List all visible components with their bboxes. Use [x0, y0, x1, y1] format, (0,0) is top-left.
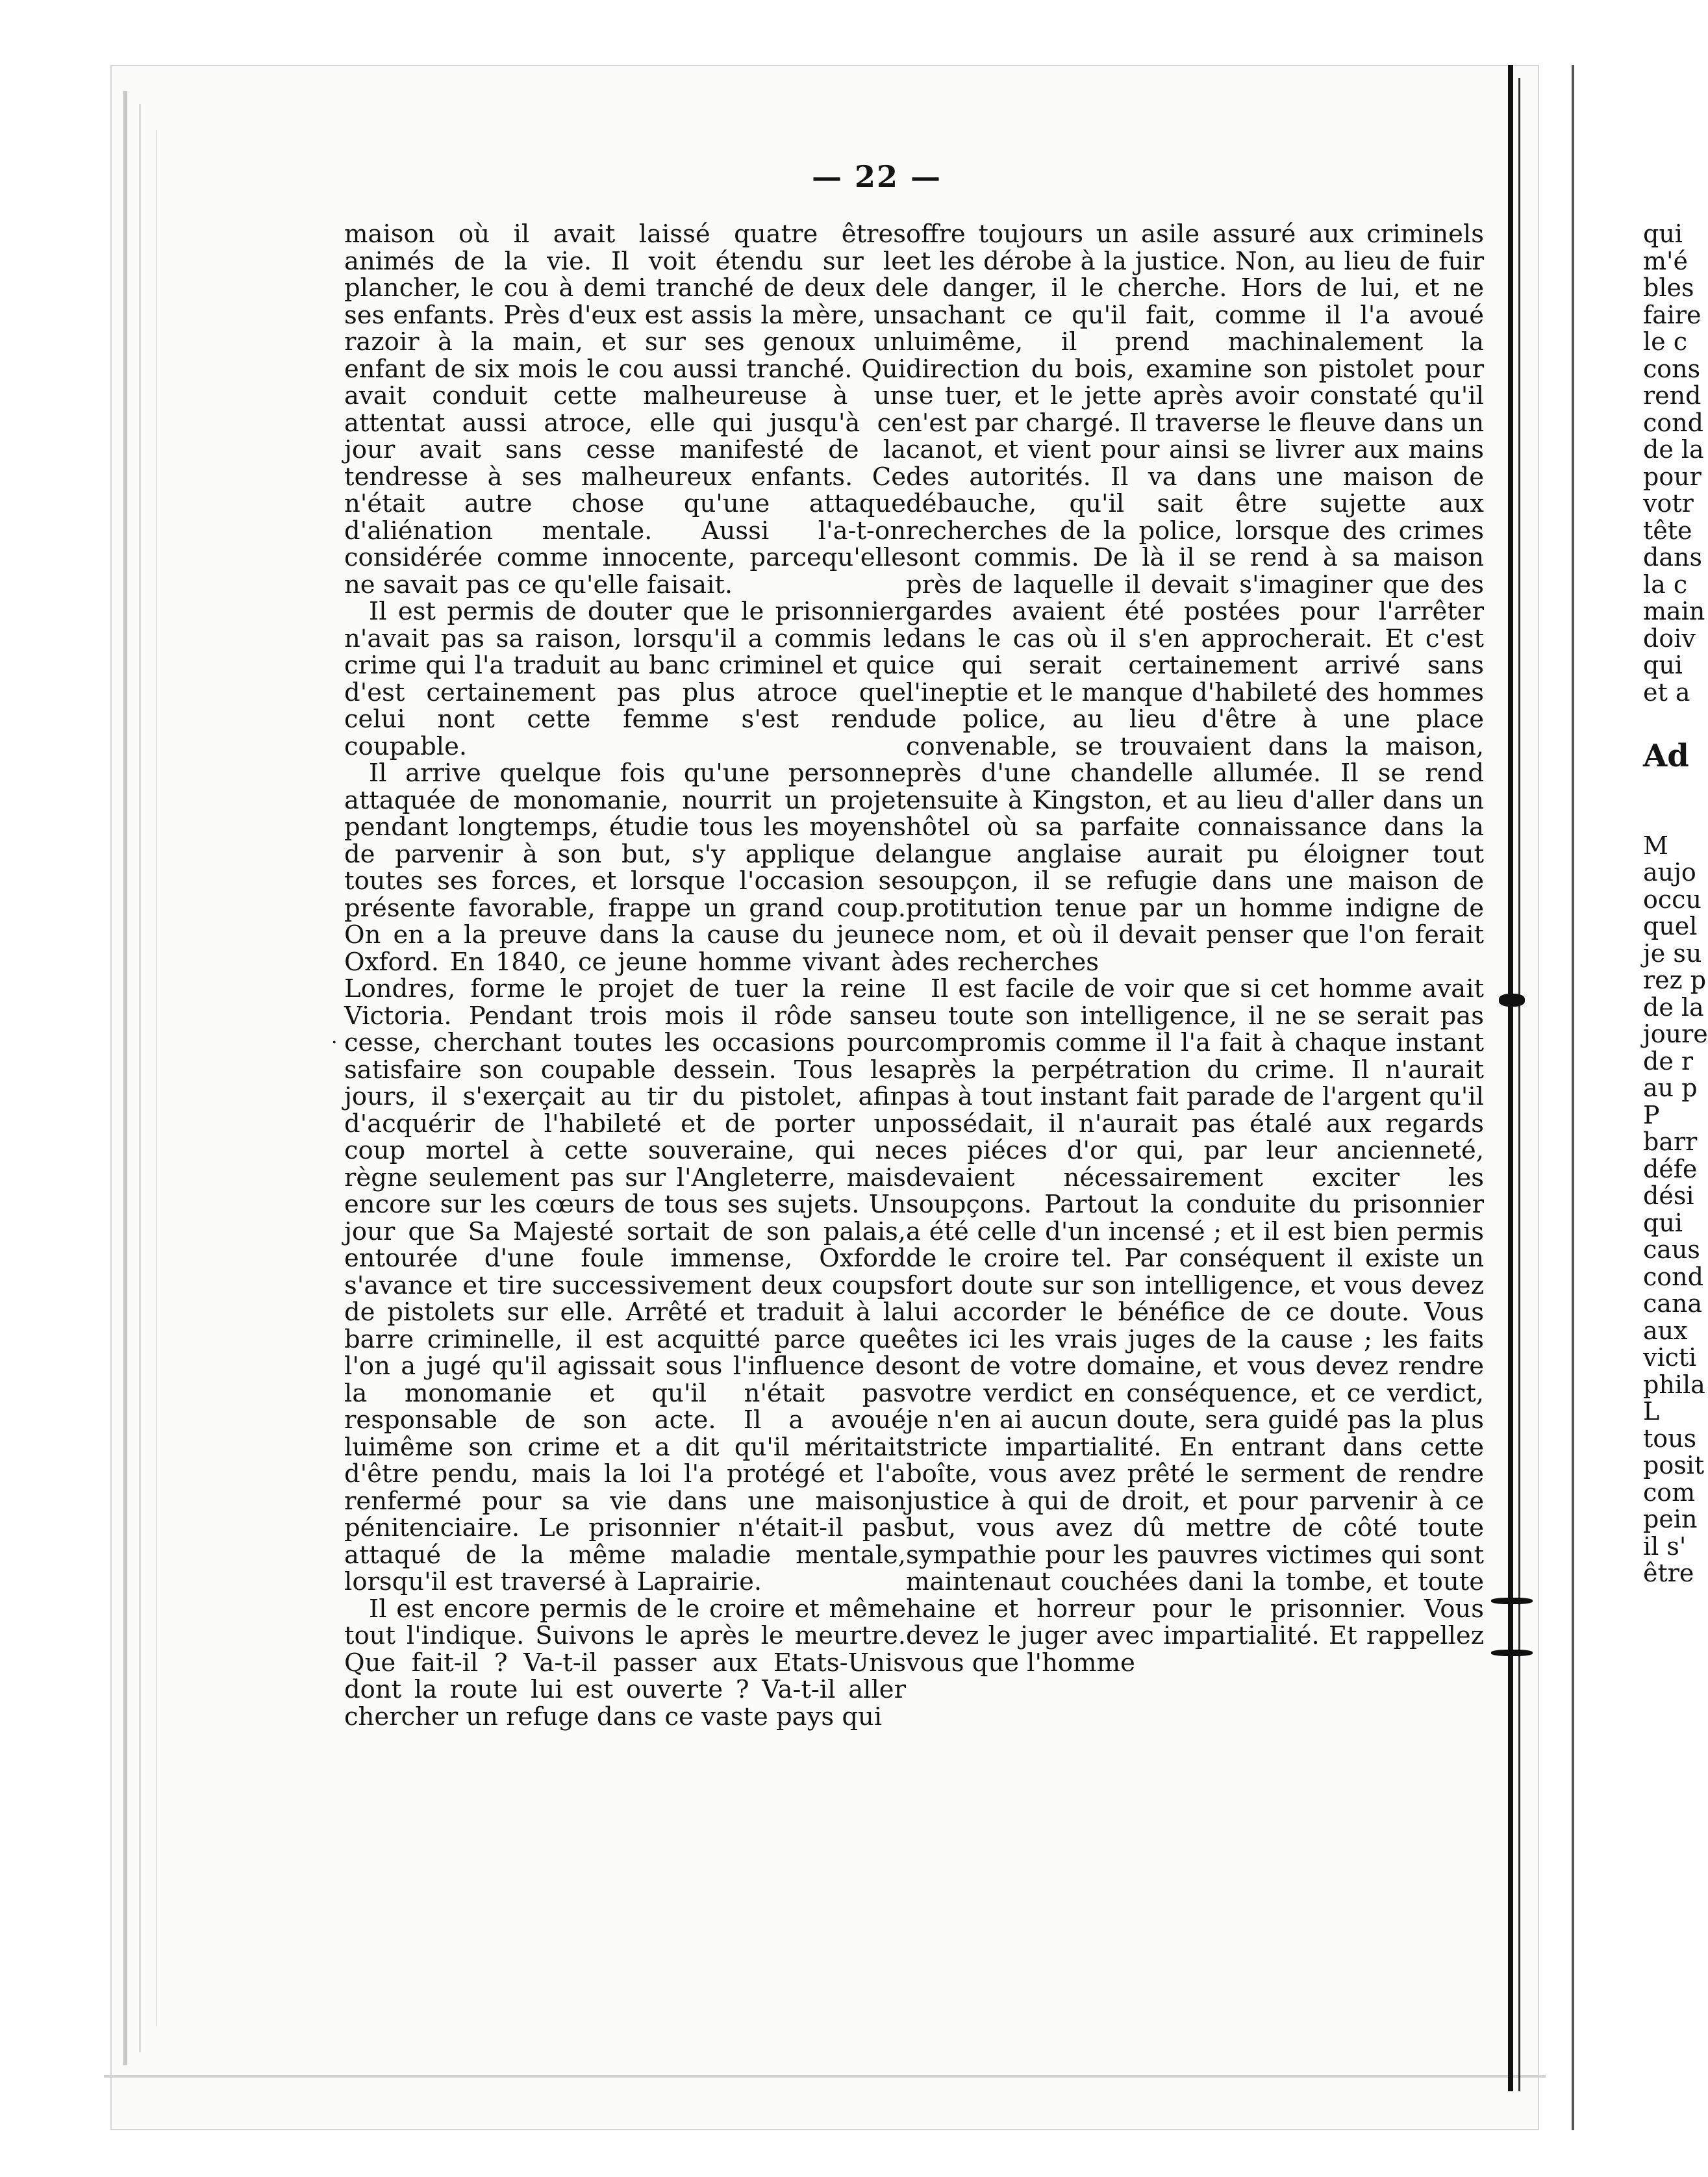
fragment-line: cond	[1643, 1262, 1703, 1291]
fragment-line: phila	[1643, 1370, 1705, 1399]
fragment-line: m'é	[1643, 246, 1688, 275]
fragment-line: P	[1643, 1100, 1660, 1129]
paragraph: Il est encore permis de le croire et même tout l'indique. Suivons le après le meurtre. Que fait-il ? Va-t-il passer aux Etats-Unis dont la route lui est ouverte ? Va-t-il aller chercher un refuge dans ce vaste pays qui	[344, 1594, 906, 1731]
fragment-line: posit	[1643, 1451, 1705, 1479]
fragment-line: tête	[1643, 516, 1692, 545]
fragment-line: et a	[1643, 677, 1690, 707]
fragment-line: je su	[1643, 938, 1702, 968]
next-page-fragment	[1643, 220, 1708, 1587]
fragment-line: cond	[1643, 408, 1703, 437]
fragment-line: com	[1643, 1478, 1696, 1507]
fragment-line: qui	[1643, 651, 1683, 679]
page-edge	[123, 91, 127, 2065]
left-column	[344, 221, 906, 1730]
fragment-line: pour	[1643, 462, 1702, 491]
binding-mark	[1491, 1650, 1533, 1656]
fragment-line: rez p	[1643, 966, 1707, 994]
page-number: — 22 —	[811, 159, 942, 194]
binding-mark	[1499, 994, 1525, 1007]
fragment-line: occu	[1643, 885, 1702, 914]
fragment-line: joure	[1643, 1020, 1708, 1048]
fragment-line: tous	[1643, 1424, 1697, 1453]
page-edge	[139, 104, 141, 2052]
fragment-line: rend	[1643, 381, 1702, 410]
paragraph: offre toujours un asile assuré aux criminels et les dérobe à la justice. Non, au lieu de fuir le danger, il le cherche. Hors de lui, et ne sachant ce qu'il fait, comme il l'a avoué luimême, il prend machinalement la direction du bois, examine son pistolet pour se tuer, et le jette après avoir constaté qu'il n'est par chargé. Il traverse le fleuve dans un canot, et vient pour ainsi se livrer aux mains des autorités. Il va dans une maison de débauche, qu'il sait être sujette aux recherches de la police, lorsque des crimes sont commis. De là il se rend à sa maison près de laquelle il devait s'imaginer que des gardes avaient été postées pour l'arrêter dans le cas où il s'en approcherait. Et c'est ce qui serait certainement arrivé sans l'ineptie et le manque d'habileté des hommes de police, au lieu d'être à une place convenable, se trouvaient dans la maison, près d'une chandelle allumée. Il se rend ensuite à Kingston, et au lieu d'aller dans un hôtel où sa parfaite connaissance dans la langue anglaise aurait pu éloigner tout soupçon, il se refugie dans une maison de protitution tenue par un homme indigne de ce nom, et où il devait penser que l'on ferait des recherches	[906, 220, 1484, 977]
paragraph: maison où il avait laissé quatre êtres animés de la vie. Il voit étendu sur le plancher, le cou à demi tranché de deux de ses enfants. Près d'eux est assis la mère, un razoir à la main, et sur ses genoux un enfant de six mois le cou aussi tranché. Qui avait conduit cette malheureuse à un attentat aussi atroce, elle qui jusqu'à ce jour avait sans cesse manifesté de la tendresse à ses malheureux enfants. Ce n'était autre chose qu'une attaque d'aliénation mentale. Aussi l'a-t-on considérée comme innocente, parcequ'elle ne savait pas ce qu'elle faisait.	[344, 220, 906, 599]
fragment-line: au p	[1643, 1074, 1698, 1102]
fragment-line: bles	[1643, 273, 1694, 302]
binding-gutter	[1572, 65, 1574, 2130]
scan-margin	[0, 0, 110, 2177]
paragraph: Il est facile de voir que si cet homme avait eu toute son intelligence, il ne se serait pas compromis comme il l'a fait à chaque instant après la perpétration du crime. Il n'aurait pas à tout instant fait parade de l'argent qu'il possédait, il n'aurait pas étalé aux regards ces piéces d'or qui, par leur ancienneté, devaient nécessairement exciter les soupçons. Partout la conduite du prisonnier a été celle d'un incensé ; et il est bien permis de le croire tel. Par conséquent il existe un fort doute sur son intelligence, et vous devez lui accorder le bénéfice de ce doute. Vous êtes ici les vrais juges de la cause ; les faits sont de votre domaine, et vous devez rendre votre verdict en conséquence, et ce verdict, je n'en ai aucun doute, sera guidé pas la plus stricte impartialité. En entrant dans cette boîte, vous avez prêté le serment de rendre justice à qui de droit, et pour parvenir à ce but, vous avez dû mettre de côté toute sympathie pour les pauvres victimes qui sont maintenaut couchées dani la tombe, et toute haine et horreur pour le prisonnier. Vous devez le juger avec impartialité. Et rappellez vous que l'homme	[906, 974, 1484, 1678]
fragment-line: qui	[1643, 1208, 1683, 1237]
page-edge	[156, 130, 157, 2026]
fragment-line: de la	[1643, 435, 1704, 464]
fragment-line: cana	[1643, 1289, 1703, 1318]
binding-mark	[1491, 1598, 1533, 1604]
fragment-line: cons	[1643, 354, 1701, 383]
fragment-line: aux	[1643, 1316, 1688, 1345]
fragment-line: M	[1643, 831, 1668, 860]
fragment-line: être	[1643, 1559, 1694, 1587]
fragment-line: victi	[1643, 1343, 1697, 1372]
fragment-line: doiv	[1643, 623, 1696, 653]
fragment-line: aujo	[1643, 858, 1696, 887]
fragment-line: qui	[1643, 220, 1683, 248]
fragment-line: caus	[1643, 1235, 1700, 1264]
fragment-line: quel	[1643, 912, 1698, 940]
fragment-line: de la	[1643, 992, 1704, 1022]
paragraph: Il est permis de douter que le prisonnier n'avait pas sa raison, lorsqu'il a commis le crime qui l'a traduit au banc criminel et qui d'est certainement pas plus atroce que celui nont cette femme s'est rendu coupable.	[344, 597, 906, 761]
fragment-line: faire	[1643, 300, 1702, 329]
fragment-line: il s'	[1643, 1531, 1687, 1561]
fragment-line: de r	[1643, 1046, 1694, 1076]
fragment-line: main	[1643, 597, 1705, 625]
fragment-line: L	[1643, 1397, 1660, 1426]
stray-mark: ·	[331, 1031, 338, 1054]
fragment-line: dans	[1643, 543, 1702, 572]
fragment-line: défe	[1643, 1154, 1698, 1183]
binding-gutter	[1518, 78, 1520, 2091]
right-column	[906, 221, 1484, 1676]
page-edge	[104, 2075, 1546, 2078]
paragraph: Il arrive quelque fois qu'une personne attaquée de monomanie, nourrit un projet pendant longtemps, étudie tous les moyens de parvenir à son but, s'y applique de toutes ses forces, et lorsque l'occasion se présente favorable, frappe un grand coup. On en a la preuve dans la cause du jeune Oxford. En 1840, ce jeune homme vivant à Londres, forme le projet de tuer la reine Victoria. Pendant trois mois il rôde sans cesse, cherchant toutes les occasions pour satisfaire son coupable dessein. Tous les jours, il s'exerçait au tir du pistolet, afin d'acquérir de l'habileté et de porter un coup mortel à cette souveraine, qui ne règne seulement pas sur l'Angleterre, mais encore sur les cœurs de tous ses sujets. Un jour que Sa Majesté sortait de son palais, entourée d'une foule immense, Oxford s'avance et tire successivement deux coups de pistolets sur elle. Arrêté et traduit à la barre criminelle, il est acquitté parce que l'on a jugé qu'il agissait sous l'influence de la monomanie et qu'il n'était pas responsable de son acte. Il a avoué luimême son crime et a dit qu'il méritait d'être pendu, mais la loi l'a protégé et l'a renfermé pour sa vie dans une maison pénitenciaire. Le prisonnier n'était-il pas attaqué de la même maladie mentale, lorsqu'il est traversé à Laprairie.	[344, 759, 906, 1596]
fragment-line: le c	[1643, 327, 1688, 356]
fragment-heading: Ad	[1643, 737, 1689, 774]
fragment-line: pein	[1643, 1505, 1698, 1533]
fragment-line: dési	[1643, 1181, 1694, 1210]
binding-gutter	[1508, 65, 1513, 2091]
fragment-line: barr	[1643, 1127, 1698, 1156]
fragment-line: la c	[1643, 570, 1688, 599]
fragment-line: votr	[1643, 489, 1694, 518]
